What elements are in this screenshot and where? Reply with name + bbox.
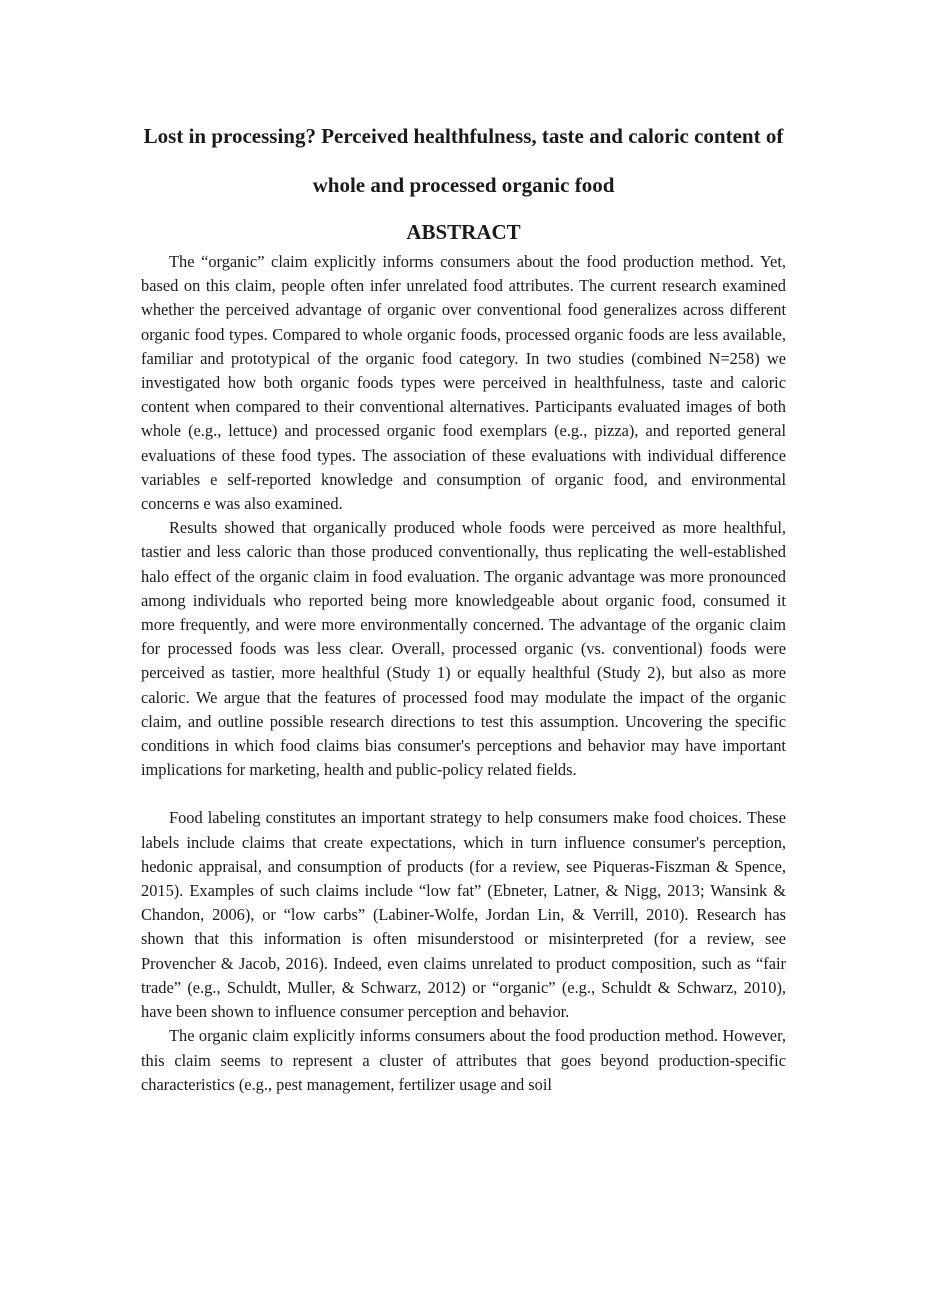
body-paragraph-1: Food labeling constitutes an important strategy to help consumers make food choices. These labels include claims that create expectations, which in turn influence consumer's perception, hedonic appraisal, and consumption of products (for a review, see Piqueras-Fiszman & Spence, 2015). Examples of such claims include “low fat” (Ebneter, Latner, & Nigg, 2013; Wansink & Chandon, 2006), or “low carbs” (Labiner-Wolfe, Jordan Lin, & Verrill, 2010). Research has shown that this information is often misunderstood or misinterpreted (for a review, see Provencher & Jacob, 2016). Indeed, even claims unrelated to product composition, such as “fair trade” (e.g., Schuldt, Muller, & Schwarz, 2012) or “organic” (e.g., Schuldt & Schwarz, 2010), have been shown to influence consumer perception and behavior. xyxy=(141,808,786,1022)
abstract-paragraph-2: Results showed that organically produced whole foods were perceived as more healthful, tastier and less caloric than those produced conventionally, thus replicating the well-established halo effect of the organic claim in food evaluation. The organic advantage was more pronounced among individuals who reported being more knowledgeable about organic food, consumed it more frequently, and were more environmentally concerned. The advantage of the organic claim for processed foods was less clear. Overall, processed organic (vs. conventional) foods were perceived as tastier, more healthful (Study 1) or equally healthful (Study 2), but also as more caloric. We argue that the features of processed food may modulate the impact of the organic claim, and outline possible research directions to test this assumption. Uncovering the specific conditions in which food claims bias consumer's perceptions and behavior may have important implications for marketing, health and public-policy related fields. xyxy=(141,518,786,780)
body-paragraph-2: The organic claim explicitly informs consumers about the food production method. However, this claim seems to represent a cluster of attributes that goes beyond production-specific characteristics (e.g., pest management, fertilizer usage and soil xyxy=(141,1026,786,1094)
section-spacer xyxy=(141,782,786,806)
abstract-paragraph-1: The “organic” claim explicitly informs consumers about the food production method. Yet, based on this claim, people often infer unrelated food attributes. The current research examined whether the perceived advantage of organic over conventional food generalizes across different organic food types. Compared to whole organic foods, processed organic foods are less available, familiar and prototypical of the organic food category. In two studies (combined N=258) we investigated how both organic foods types were perceived in healthfulness, taste and caloric content when compared to their conventional alternatives. Participants evaluated images of both whole (e.g., lettuce) and processed organic food exemplars (e.g., pizza), and reported general evaluations of these food types. The association of these evaluations with individual difference variables e self-reported knowledge and consumption of organic food, and environmental concerns e was also examined. xyxy=(141,252,786,514)
paper-title-line-2: whole and processed organic food xyxy=(312,173,615,197)
paper-title-line-1: Lost in processing? Perceived healthfulness, taste and caloric content of xyxy=(143,124,784,148)
abstract-heading: ABSTRACT xyxy=(406,220,521,244)
paper-page xyxy=(141,124,786,1097)
